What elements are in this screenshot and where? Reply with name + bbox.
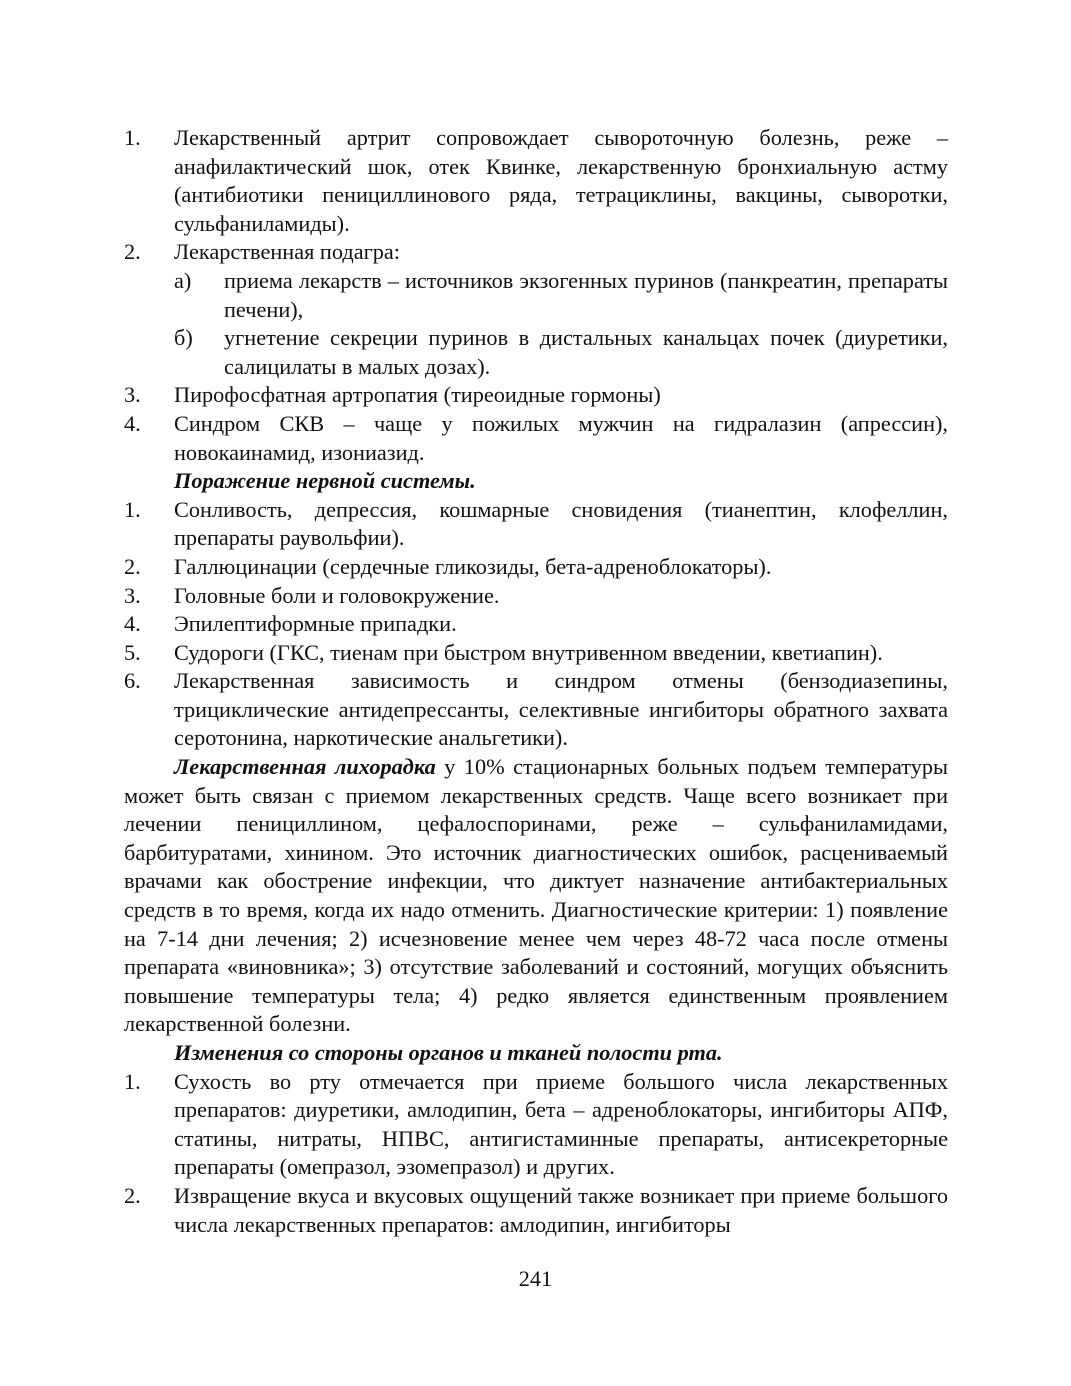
- list-item: [124, 667, 948, 753]
- drug-fever-text: у 10% стационарных больных подъем температуры может быть связан с приемом лекарственных средств. Чаще всего возникает при лечении пенициллином, цефалоспоринами, реже – сульфаниламидами, барбитуратами, хинином. Это источник диагностических ошибок, расцениваемый врачами как обострение инфекции, что диктует назначение антибактериальных средств в то время, когда их надо отменить. Диагностические критерии: 1) появление на 7-14 дни лечения; 2) исчезновение менее чем через 48-72 часа после отмены препарата «виновника»; 3) отсутствие заболеваний и состояний, могущих объяснить повышение температуры тела; 4) редко является единственным проявлением лекарственной болезни.: [124, 754, 948, 1037]
- page-number: 241: [518, 1266, 553, 1291]
- page-body: [124, 124, 948, 1239]
- list-item-text: Галлюцинации (сердечные гликозиды, бета-адреноблокаторы).: [174, 553, 772, 579]
- list-item: [124, 1182, 948, 1239]
- section-heading-nervous-system: Поражение нервной системы.: [174, 468, 476, 494]
- list-item: [124, 410, 948, 467]
- list-item: [124, 1068, 948, 1182]
- list-item-text: Эпилептиформные припадки.: [174, 611, 457, 637]
- sub-list-letter: б): [174, 325, 193, 351]
- sub-list-item: [174, 324, 948, 381]
- list-item-text: Судороги (ГКС, тиенам при быстром внутривенном введении, кветиапин).: [174, 639, 883, 665]
- list-item: [124, 124, 948, 238]
- list-number: 1.: [124, 1068, 141, 1094]
- list-item: [124, 553, 948, 582]
- list-number: 2.: [124, 239, 141, 265]
- list-item: [124, 582, 948, 611]
- drug-fever-term: Лекарственная лихорадка: [174, 754, 436, 780]
- list-number: 2.: [124, 1182, 141, 1208]
- oral-cavity-list: [124, 1068, 948, 1240]
- list-item-text: Сухость во рту отмечается при приеме большого числа лекарственных препаратов: диуретики, амлодипин, бета – адреноблокаторы, ингибиторы АПФ, статины, нитраты, НПВС, антигистаминные препараты, антисекреторные препараты (омепразол, эзомепразол) и других.: [174, 1068, 948, 1180]
- list-number: 6.: [124, 668, 141, 694]
- list-number: 4.: [124, 611, 141, 637]
- list-item: [124, 496, 948, 553]
- sub-list-item-text: приема лекарств – источников экзогенных пуринов (панкреатин, препараты печени),: [224, 267, 948, 322]
- list-item-text: Пирофосфатная артропатия (тиреоидные гормоны): [174, 382, 661, 408]
- list-number: 3.: [124, 382, 141, 408]
- sub-list-item: [174, 267, 948, 324]
- drug-arthritis-list: [124, 124, 948, 467]
- list-item: [124, 639, 948, 668]
- list-item-text: Синдром СКВ – чаще у пожилых мужчин на гидралазин (апрессин), новокаинамид, изониазид.: [174, 410, 948, 465]
- list-number: 1.: [124, 125, 141, 150]
- sub-list-item-text: угнетение секреции пуринов в дистальных канальцах почек (диуретики, салицилаты в малых дозах).: [224, 325, 948, 379]
- sub-list-letter: а): [174, 267, 192, 293]
- list-item: [124, 381, 948, 410]
- list-number: 5.: [124, 639, 141, 665]
- list-number: 3.: [124, 582, 141, 608]
- list-item-text: Лекарственная подагра:: [174, 239, 400, 265]
- nervous-system-list: [124, 496, 948, 753]
- section-heading-oral-cavity: Изменения со стороны органов и тканей полости рта.: [174, 1040, 723, 1065]
- list-item-text: Извращение вкуса и вкусовых ощущений также возникает при приеме большого числа лекарственных препаратов: амлодипин, ингибиторы: [174, 1182, 948, 1237]
- list-number: 2.: [124, 553, 141, 579]
- list-item-text: Лекарственный артрит сопровождает сывороточную болезнь, реже – анафилактический шок, отек Квинке, лекарственную бронхиальную астму (антибиотики пенициллинового ряда, тетрациклины, вакцины, сыворотки, сульфаниламиды).: [174, 125, 948, 236]
- list-item-text: Сонливость, депрессия, кошмарные сновидения (тианептин, клофеллин, препараты раувольфии).: [174, 496, 948, 551]
- list-item-text: Головные боли и головокружение.: [174, 582, 500, 608]
- list-number: 1.: [124, 496, 141, 522]
- list-item: [124, 238, 948, 267]
- drug-fever-paragraph: [124, 753, 948, 1039]
- list-item: [124, 610, 948, 639]
- list-item-text: Лекарственная зависимость и синдром отмены (бензодиазепины, трициклические антидепрессанты, селективные ингибиторы обратного захвата серотонина, наркотические анальгетики).: [174, 668, 948, 751]
- list-number: 4.: [124, 410, 141, 436]
